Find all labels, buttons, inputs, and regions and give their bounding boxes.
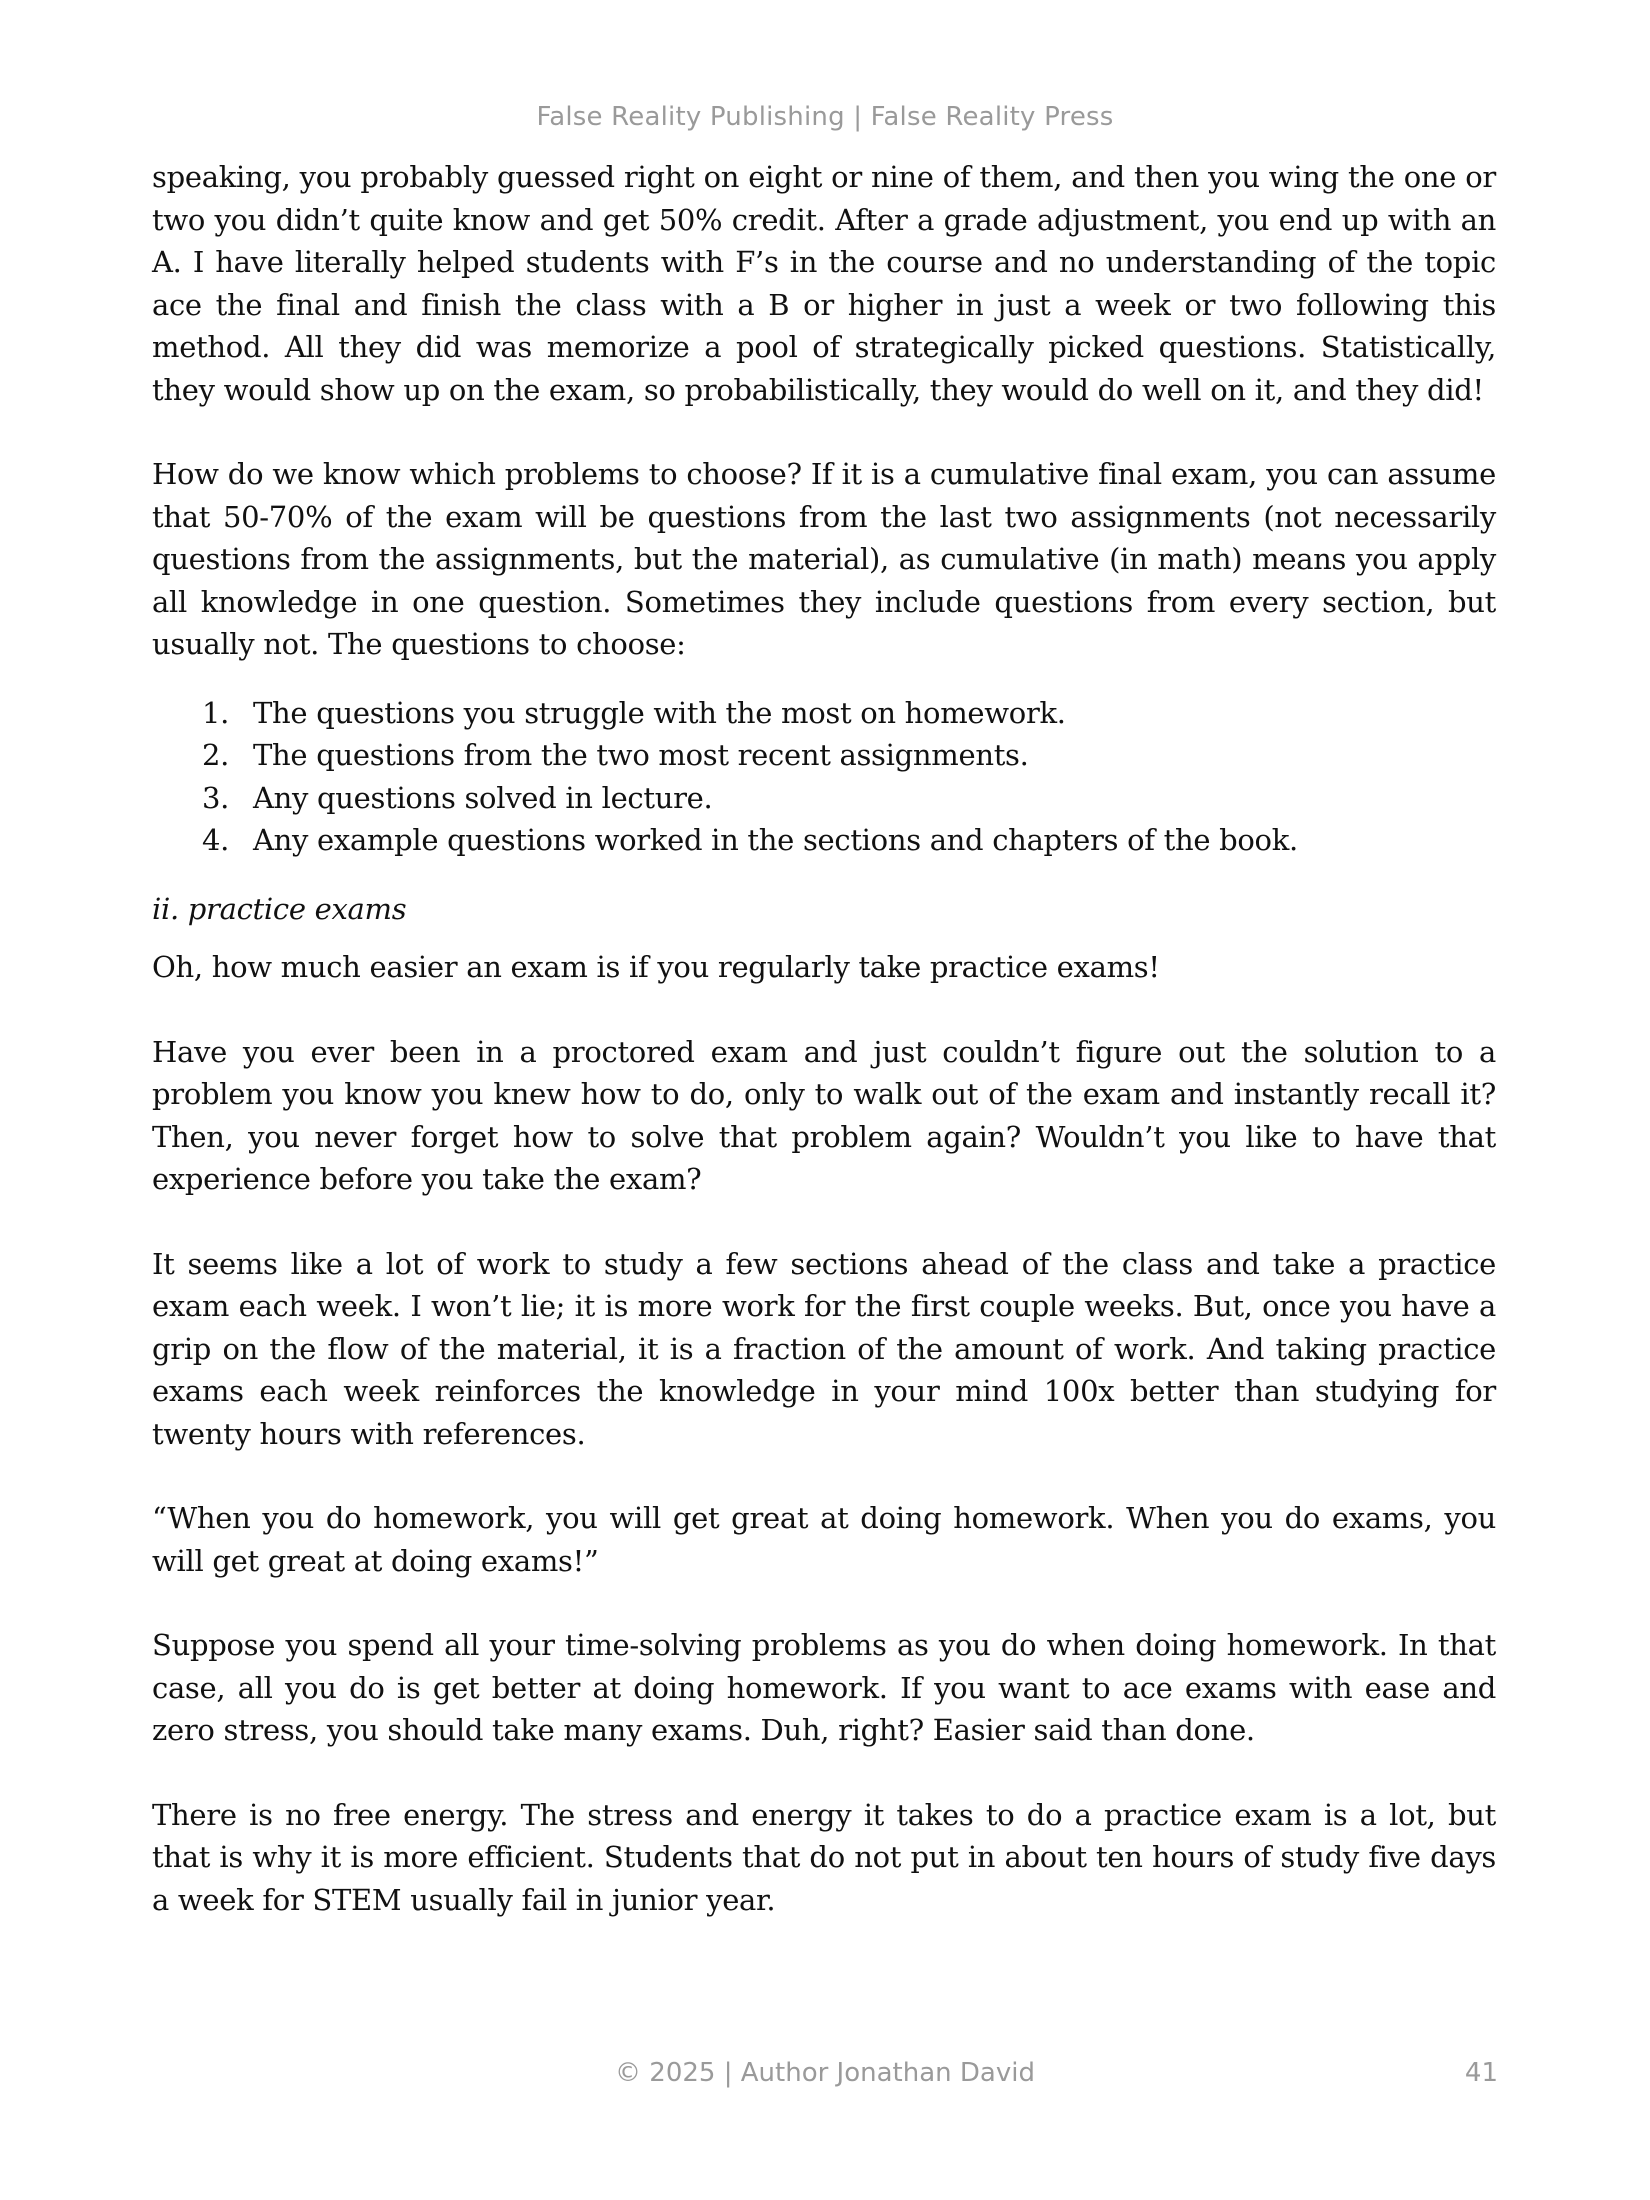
page-header: False Reality Publishing | False Reality Press xyxy=(536,102,1114,132)
list-item-text: Any questions solved in lecture. xyxy=(253,780,713,815)
list-item-number: 4. xyxy=(202,823,230,857)
list-item xyxy=(152,692,1496,735)
list-item-text: Any example questions worked in the sections and chapters of the book. xyxy=(253,823,1298,857)
body-paragraph: There is no free energy. The stress and energy it takes to do a practice exam is a lot, but that is why it is more efficient. Students that do not put in about ten hours of study five days a week for STEM usually fail in junior year. xyxy=(152,1797,1496,1917)
list-item-number: 2. xyxy=(202,738,230,772)
list-item-number: 1. xyxy=(202,695,230,730)
list-item xyxy=(152,777,1496,820)
list-item-number: 3. xyxy=(202,780,230,815)
body-paragraph: Oh, how much easier an exam is if you regularly take practice exams! xyxy=(152,950,1160,984)
page-number: 41 xyxy=(1464,2058,1498,2088)
numbered-list xyxy=(152,692,1496,862)
list-item xyxy=(152,819,1496,862)
footer-copyright: © 2025 | Author Jonathan David xyxy=(615,2058,1035,2088)
section-subheading: ii. practice exams xyxy=(152,891,407,926)
body-paragraph: It seems like a lot of work to study a few sections ahead of the class and take a practice exam each week. I won’t lie; it is more work for the first couple weeks. But, once you have a grip on the flow of the material, it is a fraction of the amount of work. And taking practice exams each week reinforces the knowledge in your mind 100x better than studying for twenty hours with references. xyxy=(152,1246,1496,1451)
quote-paragraph: “When you do homework, you will get great at doing homework. When you do exams, you will get great at doing exams!” xyxy=(152,1501,1496,1578)
list-item-text: The questions from the two most recent assignments. xyxy=(253,738,1029,772)
body-paragraph: How do we know which problems to choose? If it is a cumulative final exam, you can assume that 50-70% of the exam will be questions from the last two assignments (not necessarily questions from the assignments, but the material), as cumulative (in math) means you apply all knowledge in one question. Sometimes they include questions from every section, but usually not. The questions to choose: xyxy=(152,457,1496,661)
list-item-text: The questions you struggle with the most on homework. xyxy=(253,695,1066,730)
page-body xyxy=(152,156,1496,1963)
list-item xyxy=(152,734,1496,777)
body-paragraph: speaking, you probably guessed right on eight or nine of them, and then you wing the one or two you didn’t quite know and get 50% credit. After a grade adjustment, you end up with an A. I have literally helped students with F’s in the course and no understanding of the topic ace the final and finish the class with a B or higher in just a week or two following this method. All they did was memorize a pool of strategically picked questions. Statistically, they would show up on the exam, so probabilistically, they would do well on it, and they did! xyxy=(152,160,1496,407)
body-paragraph: Suppose you spend all your time-solving problems as you do when doing homework. In that case, all you do is get better at doing homework. If you want to ace exams with ease and zero stress, you should take many exams. Duh, right? Easier said than done. xyxy=(152,1628,1496,1747)
body-paragraph: Have you ever been in a proctored exam and just couldn’t figure out the solution to a problem you know you knew how to do, only to walk out of the exam and instantly recall it? Then, you never forget how to solve that problem again? Wouldn’t you like to have that experience before you take the exam? xyxy=(152,1034,1496,1196)
